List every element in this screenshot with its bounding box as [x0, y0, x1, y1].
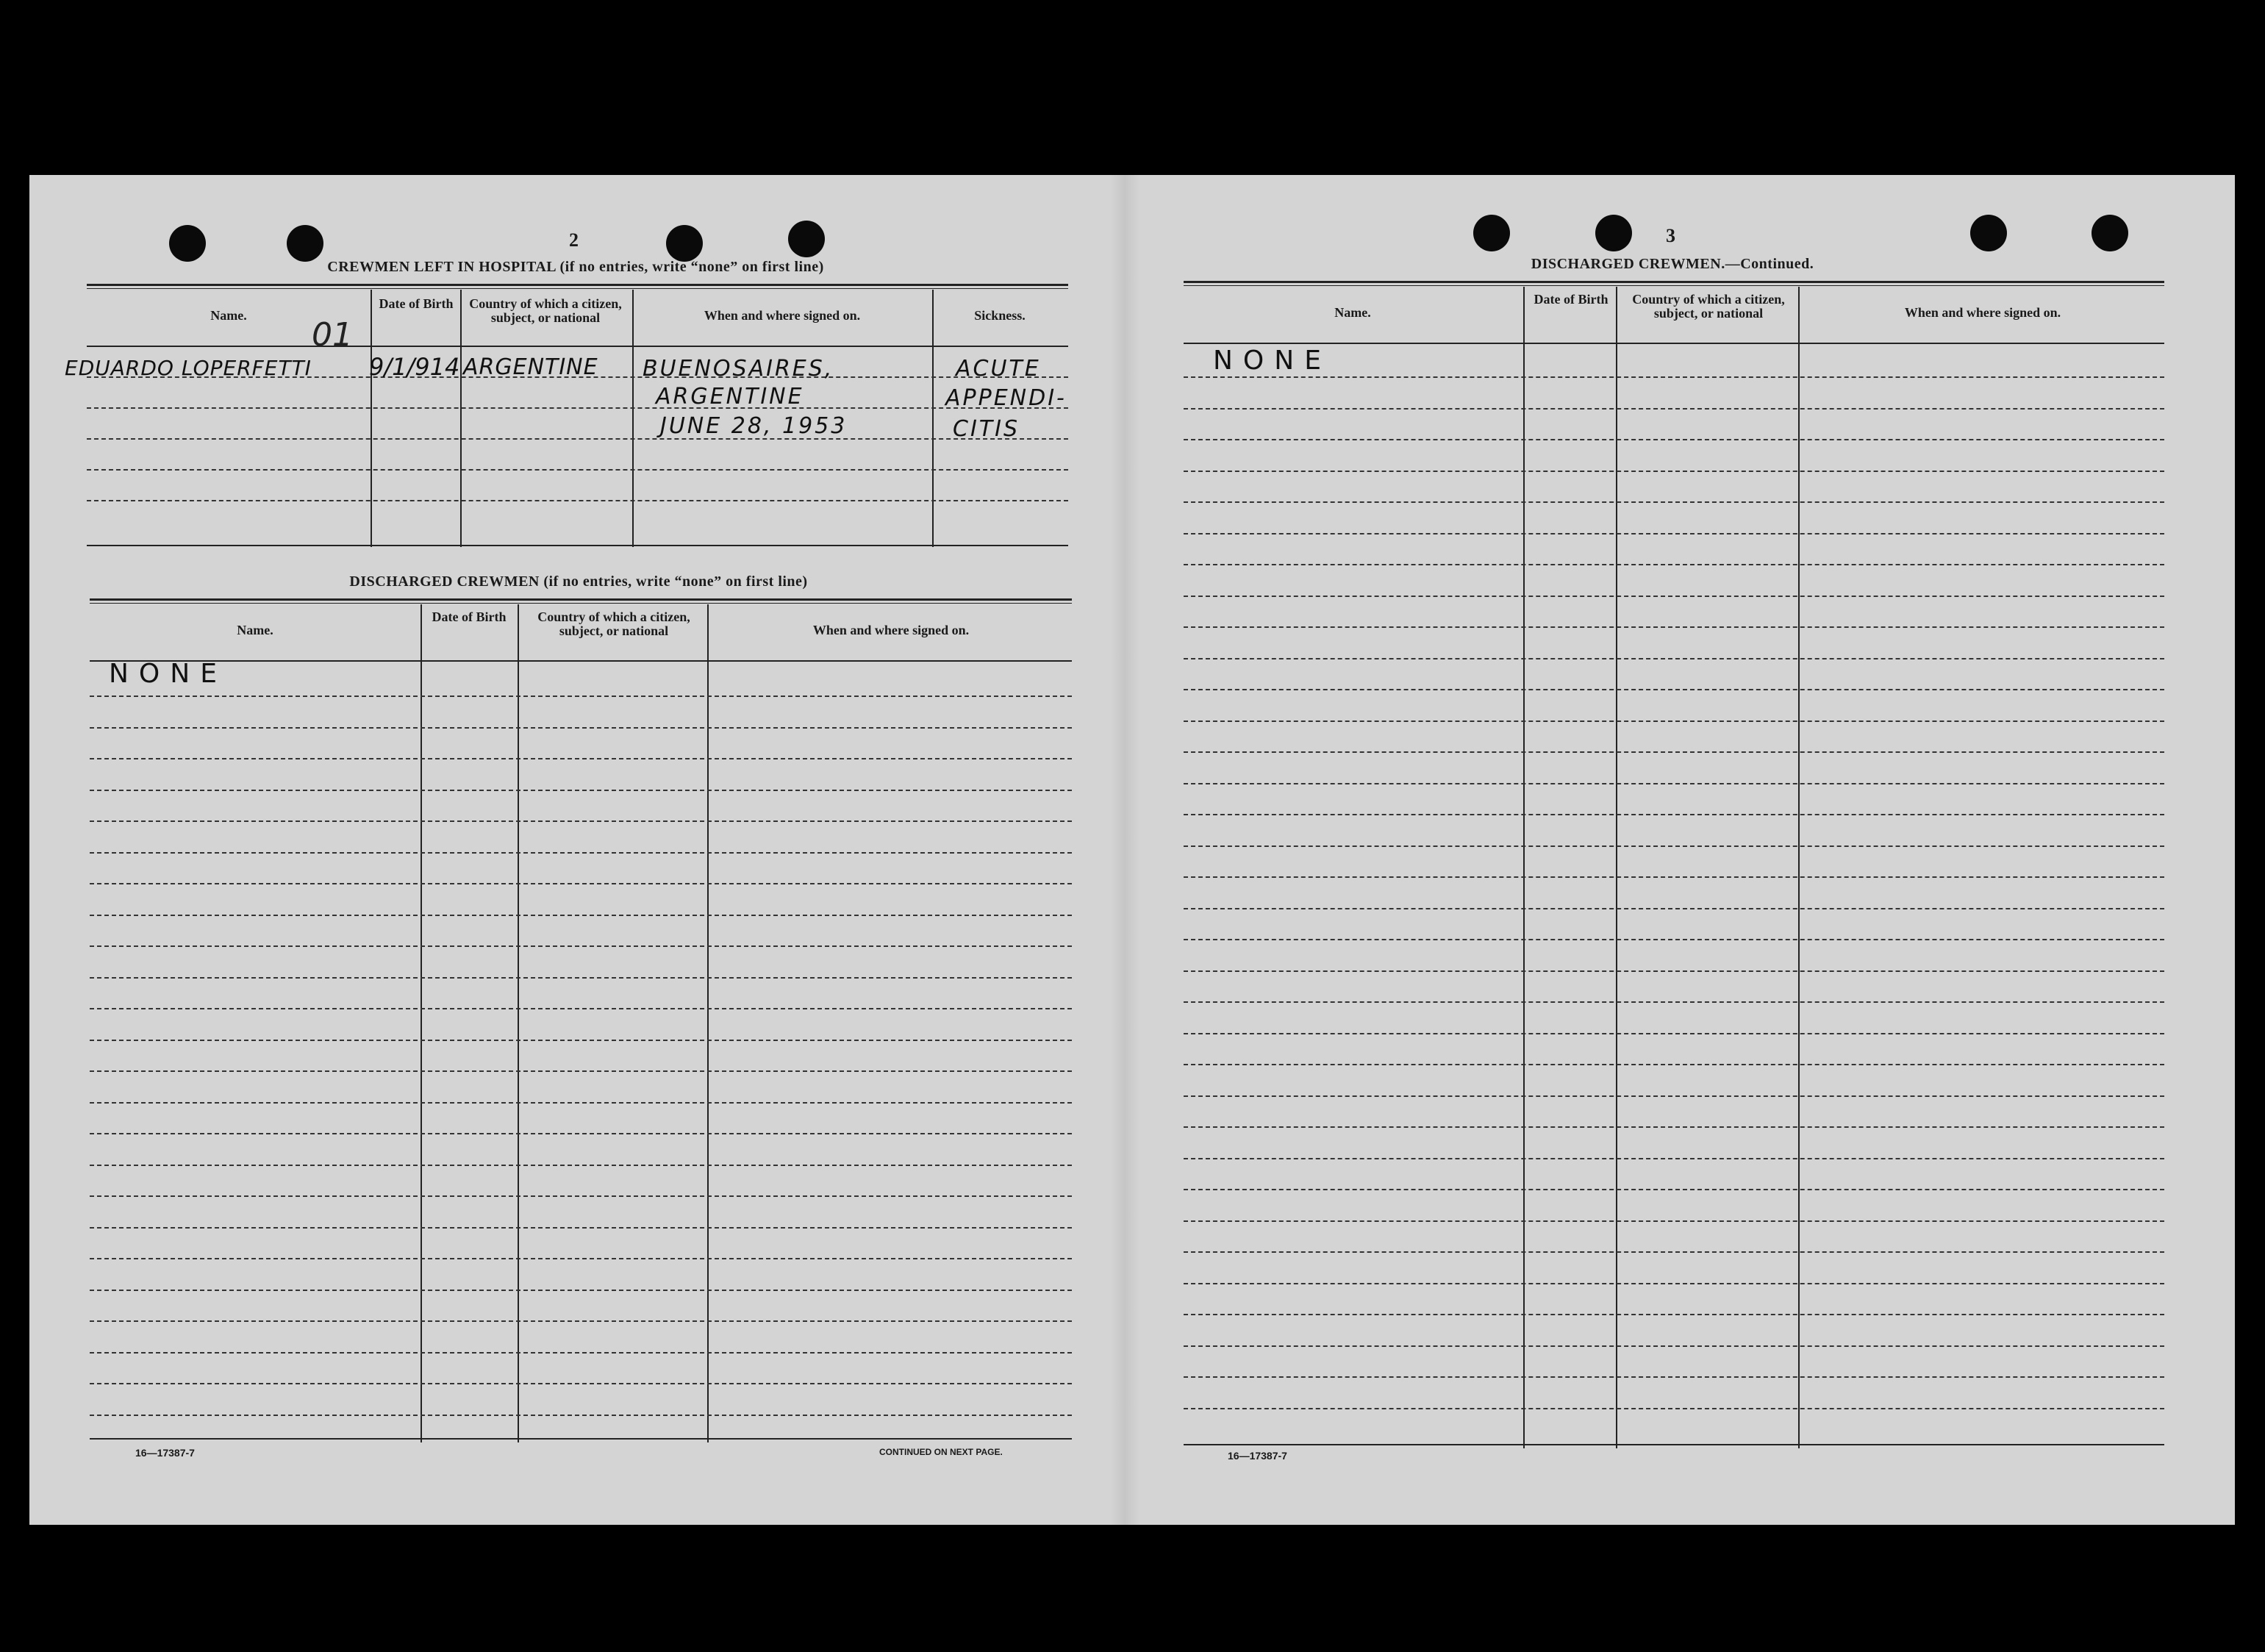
hospital-section-title: CREWMEN LEFT IN HOSPITAL (if no entries, write “none” on first line): [327, 259, 824, 275]
header-sickness: Sickness.: [974, 308, 1026, 323]
discharged-entry-name: NONE: [109, 659, 227, 689]
entry-line: [90, 852, 1072, 854]
hospital-entry-signed-line2: ARGENTINE: [656, 384, 804, 410]
entry-line: [90, 1383, 1072, 1384]
punch-hole: [788, 221, 825, 257]
header-signed: When and where signed on.: [704, 308, 861, 323]
header-name: Name.: [1334, 305, 1371, 320]
hospital-table: [87, 284, 1068, 548]
entry-line: [90, 1415, 1072, 1416]
header-name: Name.: [237, 623, 273, 637]
column-rule: [632, 290, 634, 547]
column-rule: [1523, 287, 1525, 1448]
entry-line: [90, 1195, 1072, 1197]
entry-line: [1184, 689, 2164, 690]
entry-line: [1184, 564, 2164, 565]
entry-line: [1184, 439, 2164, 440]
entry-line: [1184, 908, 2164, 909]
entry-line: [1184, 720, 2164, 722]
header-dob: Date of Birth: [1534, 292, 1609, 307]
hospital-entry-country: ARGENTINE: [463, 354, 598, 380]
entry-line: [90, 945, 1072, 947]
entry-line: [87, 469, 1068, 471]
column-rule: [460, 290, 462, 547]
table-bottom-rule: [1184, 1444, 2164, 1445]
entry-line: [1184, 596, 2164, 597]
table-top-rule: [87, 284, 1068, 289]
punch-hole: [666, 225, 703, 262]
entry-line: [90, 1070, 1072, 1072]
entry-line: [87, 438, 1068, 440]
form-number: 16—17387-7: [135, 1447, 195, 1459]
entry-line: [1184, 1001, 2164, 1003]
entry-line: [1184, 501, 2164, 503]
table-bottom-rule: [87, 545, 1068, 546]
header-rule: [90, 660, 1072, 662]
header-rule: [1184, 343, 2164, 344]
entry-line: [90, 820, 1072, 822]
entry-line: [90, 1290, 1072, 1291]
entry-line: [1184, 1376, 2164, 1378]
punch-hole: [287, 225, 323, 262]
entry-line: [90, 727, 1072, 729]
entry-line: [1184, 783, 2164, 784]
entry-line: [1184, 626, 2164, 628]
header-dob: Date of Birth: [432, 609, 507, 624]
entry-line: [1184, 376, 2164, 378]
table-top-rule: [90, 598, 1072, 604]
entry-line: [90, 977, 1072, 979]
page-number: 3: [1666, 225, 1675, 246]
page-number: 2: [569, 229, 579, 251]
entry-line: [1184, 876, 2164, 878]
column-rule: [707, 604, 709, 1442]
entry-line: [87, 500, 1068, 501]
hospital-entry-signed-line1: BUENOSAIRES,: [643, 356, 834, 382]
punch-hole: [1473, 215, 1510, 251]
entry-line: [1184, 1158, 2164, 1159]
entry-line: [1184, 939, 2164, 940]
punch-hole: [1970, 215, 2007, 251]
entry-line: [1184, 1033, 2164, 1034]
column-rule: [1798, 287, 1800, 1448]
entry-line: [1184, 1314, 2164, 1315]
entry-line: [90, 758, 1072, 759]
entry-line: [1184, 1126, 2164, 1128]
entry-line: [1184, 1408, 2164, 1409]
entry-line: [1184, 1095, 2164, 1097]
discharged-continued-entry-name: NONE: [1213, 346, 1331, 376]
entry-line: [1184, 970, 2164, 972]
entry-line: [1184, 471, 2164, 472]
header-country: Country of which a citizen, subject, or national: [1632, 292, 1785, 321]
entry-line: [1184, 751, 2164, 753]
page-fold: [1110, 175, 1139, 1525]
entry-line: [1184, 1064, 2164, 1065]
column-rule: [518, 604, 519, 1442]
continued-note: CONTINUED ON NEXT PAGE.: [879, 1447, 1003, 1457]
handwritten-mark: 01: [312, 316, 353, 354]
entry-line: [90, 1008, 1072, 1009]
hospital-entry-sickness-line3: CITIS: [953, 416, 1020, 442]
header-signed: When and where signed on.: [812, 623, 970, 637]
hospital-entry-name: EDUARDO LOPERFETTI: [65, 356, 312, 380]
hospital-entry-dob: 9/1/914: [369, 353, 460, 381]
entry-line: [1184, 1283, 2164, 1284]
entry-line: [90, 1227, 1072, 1229]
entry-line: [90, 1102, 1072, 1104]
entry-line: [1184, 658, 2164, 659]
entry-line: [90, 1165, 1072, 1166]
entry-line: [90, 915, 1072, 916]
entry-line: [90, 883, 1072, 884]
form-number: 16—17387-7: [1228, 1450, 1287, 1462]
table-bottom-rule: [90, 1438, 1072, 1440]
entry-line: [1184, 1251, 2164, 1253]
column-rule: [932, 290, 934, 547]
punch-hole: [169, 225, 206, 262]
column-rule: [371, 290, 372, 547]
entry-line: [90, 1352, 1072, 1354]
entry-line: [90, 1040, 1072, 1041]
entry-line: [1184, 408, 2164, 410]
hospital-entry-sickness-line1: ACUTE: [956, 356, 1041, 382]
entry-line: [90, 790, 1072, 791]
entry-line: [90, 1320, 1072, 1322]
header-signed: When and where signed on.: [1904, 305, 2061, 320]
discharged-continued-table: [1184, 281, 2164, 1450]
entry-line: [90, 1133, 1072, 1134]
discharged-table: [90, 598, 1072, 1444]
header-country: Country of which a citizen, subject, or national: [537, 609, 690, 638]
header-name: Name.: [210, 308, 247, 323]
column-rule: [421, 604, 422, 1442]
entry-line: [90, 696, 1072, 697]
column-rule: [1616, 287, 1617, 1448]
entry-line: [1184, 533, 2164, 534]
hospital-entry-sickness-line2: APPENDI-: [945, 385, 1067, 411]
discharged-section-title: DISCHARGED CREWMEN (if no entries, write “none” on first line): [349, 573, 808, 590]
header-dob: Date of Birth: [379, 296, 454, 311]
header-rule: [87, 346, 1068, 347]
punch-hole: [1595, 215, 1632, 251]
punch-hole: [2092, 215, 2128, 251]
header-country: Country of which a citizen, subject, or national: [469, 296, 622, 325]
entry-line: [1184, 1345, 2164, 1347]
entry-line: [1184, 1189, 2164, 1190]
hospital-entry-signed-line3: JUNE 28, 1953: [660, 413, 848, 439]
table-top-rule: [1184, 281, 2164, 286]
entry-line: [90, 1258, 1072, 1259]
entry-line: [1184, 845, 2164, 847]
entry-line: [1184, 814, 2164, 815]
entry-line: [1184, 1220, 2164, 1222]
discharged-continued-title: DISCHARGED CREWMEN.—Continued.: [1531, 256, 1814, 272]
entry-line: [87, 407, 1068, 409]
